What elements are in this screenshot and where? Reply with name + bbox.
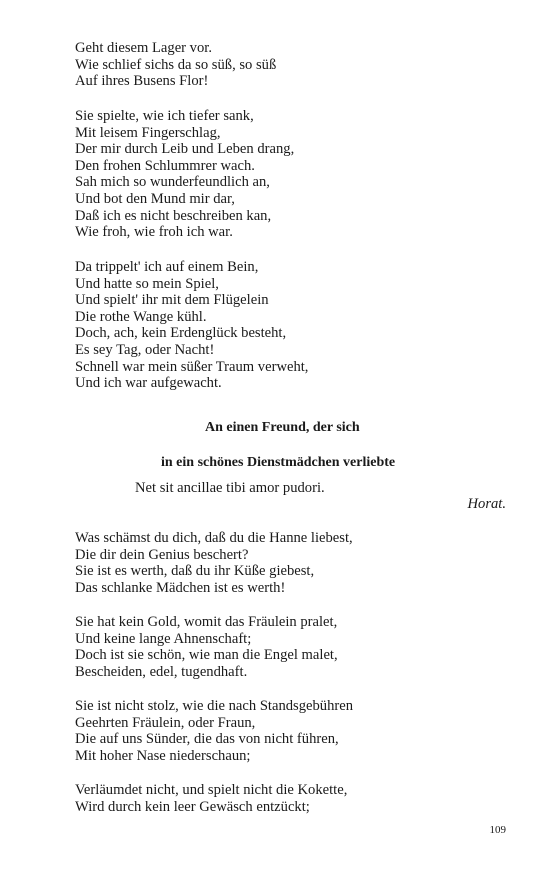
poem2-stanza-2 — [75, 614, 515, 680]
poem1-stanza-1 — [75, 40, 515, 90]
verse-line: Das schlanke Mädchen ist es werth! — [75, 579, 286, 596]
verse-line: Was schämst du dich, daß du die Hanne liebest, — [75, 530, 353, 546]
page-number: 109 — [489, 824, 506, 836]
verse-line: Sie spielte, wie ich tiefer sank, — [75, 108, 254, 124]
verse-line: Geehrten Fräulein, oder Fraun, — [75, 714, 256, 731]
poem1-stanza-3 — [75, 259, 515, 392]
poem2-stanza-4 — [75, 782, 515, 815]
verse-line: Sie hat kein Gold, womit das Fräulein pralet, — [75, 614, 338, 630]
verse-line: Es sey Tag, oder Nacht! — [75, 341, 215, 358]
verse-line: Schnell war mein süßer Traum verweht, — [75, 358, 309, 375]
poem2-stanza-1 — [75, 530, 515, 596]
verse-line: Verläumdet nicht, und spielt nicht die Kokette, — [75, 782, 348, 798]
verse-line: Daß ich es nicht beschreiben kan, — [75, 207, 272, 224]
verse-line: Und ich war aufgewacht. — [75, 375, 222, 392]
verse-line: Sie ist nicht stolz, wie die nach Standsgebühren — [75, 698, 354, 714]
verse-line: Die rothe Wange kühl. — [75, 308, 207, 325]
poem-title-line-2: in ein schönes Dienstmädchen verliebte — [161, 455, 396, 470]
verse-line: Wie froh, wie froh ich war. — [75, 224, 233, 241]
verse-line: Die auf uns Sünder, die das von nicht führen, — [75, 731, 339, 748]
verse-line: Und keine lange Ahnenschaft; — [75, 630, 252, 647]
verse-line: Doch ist sie schön, wie man die Engel malet, — [75, 647, 338, 664]
poem-title-line-1: An einen Freund, der sich — [205, 420, 360, 435]
verse-line: Auf ihres Busens Flor! — [75, 73, 209, 90]
verse-line: Bescheiden, edel, tugendhaft. — [75, 663, 248, 680]
verse-line: Doch, ach, kein Erdenglück besteht, — [75, 325, 287, 342]
epigraph: Net sit ancillae tibi amor pudori. — [135, 480, 325, 496]
poem1-stanza-2 — [75, 108, 515, 241]
verse-line: Und spielt' ihr mit dem Flügelein — [75, 292, 269, 309]
verse-line: Der mir durch Leib und Leben drang, — [75, 141, 295, 158]
verse-line: Sah mich so wunderfeundlich an, — [75, 174, 270, 191]
verse-line: Und bot den Mund mir dar, — [75, 190, 235, 207]
verse-line: Die dir dein Genius beschert? — [75, 546, 249, 563]
verse-line: Wird durch kein leer Gewäsch entzückt; — [75, 798, 310, 815]
verse-line: Geht diesem Lager vor. — [75, 40, 212, 56]
verse-line: Mit hoher Nase niederschaun; — [75, 747, 251, 764]
verse-line: Da trippelt' ich auf einem Bein, — [75, 259, 259, 275]
verse-line: Wie schlief sichs da so süß, so süß — [75, 56, 277, 73]
verse-line: Und hatte so mein Spiel, — [75, 275, 219, 292]
verse-line: Mit leisem Fingerschlag, — [75, 124, 221, 141]
verse-line: Den frohen Schlummrer wach. — [75, 157, 255, 174]
epigraph-source: Horat. — [467, 496, 506, 512]
poem2-stanza-3 — [75, 698, 515, 764]
verse-line: Sie ist es werth, daß du ihr Küße giebest, — [75, 563, 315, 580]
